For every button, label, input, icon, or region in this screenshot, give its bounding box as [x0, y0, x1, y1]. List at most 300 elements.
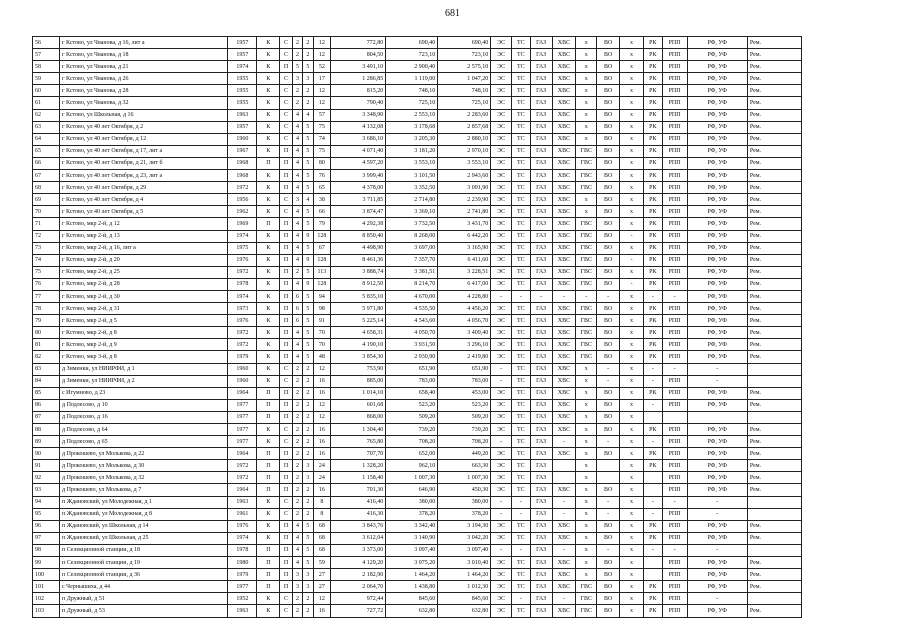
cell-other-service: х — [620, 436, 644, 448]
cell-gas: ГАЗ — [530, 182, 552, 194]
cell-hot-water: х — [576, 508, 597, 520]
cell-apartments: 12 — [313, 363, 331, 375]
cell-cold-water: - — [552, 436, 576, 448]
cell-living-area: 3 097,40 — [386, 544, 438, 556]
cell-row-number: 64 — [33, 133, 60, 145]
cell-sewerage: ВО — [597, 218, 620, 230]
cell-residential-area: 6 417,00 — [438, 278, 491, 290]
cell-living-area: 962,10 — [386, 460, 438, 472]
table-row — [33, 581, 802, 593]
cell-apartments: 75 — [313, 145, 331, 157]
cell-repair-1: РК — [643, 145, 662, 157]
cell-heating: - — [512, 544, 531, 556]
cell-repair-1: - — [643, 508, 662, 520]
cell-electricity: ЭС — [491, 593, 512, 605]
cell-total-area: 3 843,76 — [331, 520, 386, 532]
cell-year-built: 1960 — [228, 133, 257, 145]
cell-gas: ГАЗ — [530, 170, 552, 182]
cell-repair-2: РПП — [662, 37, 687, 49]
cell-row-number: 88 — [33, 424, 60, 436]
table-row — [33, 290, 802, 302]
cell-cold-water: ХВС — [552, 242, 576, 254]
cell-sewerage: ВО — [597, 242, 620, 254]
cell-roof-type: С — [280, 508, 292, 520]
cell-works: РФ, УФ — [687, 49, 747, 61]
cell-entrances: 4 — [292, 339, 302, 351]
cell-entrances: 2 — [292, 363, 302, 375]
cell-repair-2: РПП — [662, 278, 687, 290]
cell-wall-type: П — [257, 557, 280, 569]
cell-address: п Ждановский, ул Молодежная, д 1 — [60, 496, 228, 508]
table-row — [33, 37, 802, 49]
cell-roof-type: П — [280, 520, 292, 532]
cell-repair-2: РПП — [662, 206, 687, 218]
cell-sewerage: ВО — [597, 109, 620, 121]
cell-year-built: 1972 — [228, 266, 257, 278]
cell-note: Рем. — [747, 448, 801, 460]
cell-residential-area: 380,00 — [438, 496, 491, 508]
cell-wall-type: К — [257, 424, 280, 436]
cell-repair-1: - — [643, 436, 662, 448]
cell-living-area: 748,10 — [386, 85, 438, 97]
cell-roof-type: С — [280, 424, 292, 436]
cell-note: Рем. — [747, 436, 801, 448]
cell-heating: - — [512, 496, 531, 508]
cell-heating: ТС — [512, 375, 531, 387]
cell-sewerage: ВО — [597, 73, 620, 85]
cell-heating: ТС — [512, 387, 531, 399]
cell-heating: ТС — [512, 242, 531, 254]
cell-gas: ГАЗ — [530, 157, 552, 169]
cell-apartments: 128 — [313, 254, 331, 266]
cell-cold-water: ХВС — [552, 569, 576, 581]
cell-apartments: 38 — [313, 194, 331, 206]
cell-floors: 2 — [303, 387, 313, 399]
cell-hot-water: ГВС — [576, 605, 597, 617]
cell-cold-water: ХВС — [552, 61, 576, 73]
cell-other-service: х — [620, 109, 644, 121]
cell-apartments: 113 — [313, 266, 331, 278]
cell-entrances: 4 — [292, 182, 302, 194]
cell-hot-water: х — [576, 484, 597, 496]
cell-total-area: 3 612,04 — [331, 532, 386, 544]
cell-gas: ГАЗ — [530, 97, 552, 109]
table-row — [33, 315, 802, 327]
cell-floors: 2 — [303, 85, 313, 97]
cell-repair-2: РПП — [662, 460, 687, 472]
cell-address: г Кстово, ул Чванова, д 32 — [60, 97, 228, 109]
cell-living-area: 3 101,50 — [386, 170, 438, 182]
cell-address: г Кстово, ул Чванова, д 21 — [60, 61, 228, 73]
cell-floors: 2 — [303, 411, 313, 423]
cell-living-area: 4 050,70 — [386, 327, 438, 339]
cell-apartments: 68 — [313, 520, 331, 532]
cell-repair-2: - — [662, 363, 687, 375]
cell-hot-water: ГВС — [576, 278, 597, 290]
cell-floors: 3 — [303, 472, 313, 484]
cell-residential-area: 450,30 — [438, 484, 491, 496]
cell-wall-type: К — [257, 363, 280, 375]
cell-living-area: 1 438,80 — [386, 581, 438, 593]
cell-row-number: 70 — [33, 206, 60, 218]
cell-note: Рем. — [747, 230, 801, 242]
cell-wall-type: К — [257, 206, 280, 218]
cell-roof-type: С — [280, 593, 292, 605]
cell-heating: ТС — [512, 121, 531, 133]
cell-apartments: 52 — [313, 61, 331, 73]
cell-other-service: х — [620, 375, 644, 387]
cell-other-service: х — [620, 145, 644, 157]
cell-works: - — [687, 544, 747, 556]
cell-note: Рем. — [747, 170, 801, 182]
cell-living-area: 3 140,90 — [386, 532, 438, 544]
table-row — [33, 448, 802, 460]
cell-entrances: 4 — [292, 230, 302, 242]
table-row — [33, 508, 802, 520]
cell-repair-1: РК — [643, 85, 662, 97]
cell-repair-2: РПП — [662, 170, 687, 182]
cell-apartments: 57 — [313, 109, 331, 121]
cell-entrances: 2 — [292, 266, 302, 278]
cell-total-area: 1 304,40 — [331, 424, 386, 436]
cell-floors: 9 — [303, 254, 313, 266]
cell-living-area: 2 553,10 — [386, 109, 438, 121]
cell-row-number: 66 — [33, 157, 60, 169]
cell-wall-type: К — [257, 605, 280, 617]
table-row — [33, 266, 802, 278]
cell-gas: ГАЗ — [530, 375, 552, 387]
cell-apartments: 12 — [313, 85, 331, 97]
cell-note: Рем. — [747, 109, 801, 121]
cell-other-service: х — [620, 339, 644, 351]
cell-heating: ТС — [512, 448, 531, 460]
cell-note: Рем. — [747, 303, 801, 315]
cell-living-area: 690,40 — [386, 37, 438, 49]
cell-works: РФ, УФ — [687, 484, 747, 496]
cell-note: Рем. — [747, 133, 801, 145]
cell-heating: ТС — [512, 230, 531, 242]
cell-roof-type: П — [280, 218, 292, 230]
cell-cold-water: ХВС — [552, 411, 576, 423]
cell-repair-2: РПП — [662, 387, 687, 399]
cell-entrances: 4 — [292, 133, 302, 145]
cell-gas: ГАЗ — [530, 605, 552, 617]
cell-electricity: ЭС — [491, 194, 512, 206]
cell-row-number: 65 — [33, 145, 60, 157]
cell-electricity: - — [491, 508, 512, 520]
table-row — [33, 242, 802, 254]
cell-living-area: 845,60 — [386, 593, 438, 605]
cell-roof-type: С — [280, 133, 292, 145]
cell-sewerage: - — [597, 375, 620, 387]
cell-floors: 5 — [303, 339, 313, 351]
cell-works: РФ, УФ — [687, 448, 747, 460]
cell-works: - — [687, 363, 747, 375]
cell-repair-1: - — [643, 544, 662, 556]
cell-works — [687, 411, 747, 423]
cell-electricity: ЭС — [491, 569, 512, 581]
cell-repair-1: РК — [643, 206, 662, 218]
cell-roof-type: С — [280, 206, 292, 218]
cell-hot-water: ГВС — [576, 157, 597, 169]
cell-total-area: 815,20 — [331, 85, 386, 97]
cell-gas: ГАЗ — [530, 363, 552, 375]
cell-row-number: 95 — [33, 508, 60, 520]
cell-note: Рем. — [747, 557, 801, 569]
cell-other-service: х — [620, 85, 644, 97]
cell-roof-type: П — [280, 557, 292, 569]
cell-roof-type: П — [280, 544, 292, 556]
cell-wall-type: К — [257, 133, 280, 145]
cell-row-number: 90 — [33, 448, 60, 460]
cell-sewerage: ВО — [597, 61, 620, 73]
cell-hot-water: х — [576, 363, 597, 375]
cell-repair-2: РПП — [662, 145, 687, 157]
table-row — [33, 49, 802, 61]
cell-total-area: 790,40 — [331, 97, 386, 109]
cell-wall-type: К — [257, 230, 280, 242]
cell-roof-type: П — [280, 278, 292, 290]
cell-total-area: 868,00 — [331, 411, 386, 423]
cell-total-area: 972,44 — [331, 593, 386, 605]
cell-repair-1: РК — [643, 170, 662, 182]
cell-sewerage: ВО — [597, 520, 620, 532]
cell-roof-type: С — [280, 496, 292, 508]
cell-address: г Кстово, мкр 3-й, д 8 — [60, 351, 228, 363]
cell-total-area: 1 286,85 — [331, 73, 386, 85]
table-row — [33, 569, 802, 581]
cell-floors: 2 — [303, 448, 313, 460]
cell-repair-2: РПП — [662, 532, 687, 544]
cell-note — [747, 544, 801, 556]
cell-roof-type: П — [280, 145, 292, 157]
cell-hot-water: ГВС — [576, 581, 597, 593]
cell-hot-water: х — [576, 424, 597, 436]
cell-residential-area: 723,10 — [438, 49, 491, 61]
cell-repair-1: РК — [643, 61, 662, 73]
cell-entrances: 2 — [292, 460, 302, 472]
cell-residential-area: 1 047,20 — [438, 73, 491, 85]
cell-sewerage: ВО — [597, 327, 620, 339]
cell-row-number: 67 — [33, 170, 60, 182]
cell-total-area: 3 711,85 — [331, 194, 386, 206]
cell-hot-water: ГВС — [576, 254, 597, 266]
cell-sewerage: - — [597, 508, 620, 520]
cell-note: Рем. — [747, 157, 801, 169]
cell-note: Рем. — [747, 315, 801, 327]
cell-living-area: 3 075,20 — [386, 557, 438, 569]
cell-repair-2: РПП — [662, 73, 687, 85]
table-row — [33, 363, 802, 375]
cell-sewerage: ВО — [597, 182, 620, 194]
cell-residential-area: 663,30 — [438, 460, 491, 472]
cell-apartments: 12 — [313, 97, 331, 109]
cell-wall-type: К — [257, 145, 280, 157]
cell-wall-type: К — [257, 593, 280, 605]
cell-apartments: 68 — [313, 532, 331, 544]
cell-electricity: - — [491, 363, 512, 375]
cell-roof-type: П — [280, 266, 292, 278]
cell-address: д Подлесово, д 10 — [60, 399, 228, 411]
cell-roof-type: С — [280, 363, 292, 375]
cell-heating: ТС — [512, 85, 531, 97]
cell-sewerage: - — [597, 363, 620, 375]
cell-works: РФ, УФ — [687, 85, 747, 97]
cell-note: Рем. — [747, 61, 801, 73]
cell-total-area: 8 461,36 — [331, 254, 386, 266]
cell-repair-2: РПП — [662, 472, 687, 484]
cell-repair-2: РПП — [662, 508, 687, 520]
cell-electricity: ЭС — [491, 157, 512, 169]
cell-cold-water: ХВС — [552, 520, 576, 532]
cell-residential-area: 708,20 — [438, 436, 491, 448]
cell-address: г Кстово, мкр 2-й, д 5 — [60, 315, 228, 327]
cell-year-built: 1960 — [228, 375, 257, 387]
cell-repair-1: РК — [643, 121, 662, 133]
cell-repair-2: РПП — [662, 581, 687, 593]
cell-hot-water: ГВС — [576, 339, 597, 351]
cell-floors: 5 — [303, 532, 313, 544]
cell-gas: ГАЗ — [530, 61, 552, 73]
cell-cold-water: ХВС — [552, 121, 576, 133]
cell-works: РФ, УФ — [687, 230, 747, 242]
cell-electricity: ЭС — [491, 351, 512, 363]
cell-living-area: 1 464,20 — [386, 569, 438, 581]
cell-total-area: 1 158,40 — [331, 472, 386, 484]
cell-living-area: 3 553,10 — [386, 157, 438, 169]
cell-repair-2: РПП — [662, 484, 687, 496]
cell-living-area: 8 268,00 — [386, 230, 438, 242]
cell-electricity: ЭС — [491, 448, 512, 460]
cell-repair-1: РК — [643, 218, 662, 230]
cell-repair-2: РПП — [662, 230, 687, 242]
cell-other-service: х — [620, 363, 644, 375]
cell-works: РФ, УФ — [687, 61, 747, 73]
cell-roof-type: С — [280, 85, 292, 97]
cell-other-service: х — [620, 206, 644, 218]
cell-floors: 3 — [303, 460, 313, 472]
cell-note — [747, 411, 801, 423]
table-row — [33, 436, 802, 448]
cell-electricity: ЭС — [491, 97, 512, 109]
cell-entrances: 2 — [292, 37, 302, 49]
cell-repair-1: РК — [643, 266, 662, 278]
cell-gas: ГАЗ — [530, 145, 552, 157]
table-row — [33, 411, 802, 423]
cell-cold-water: ХВС — [552, 230, 576, 242]
cell-works: РФ, УФ — [687, 109, 747, 121]
cell-cold-water: - — [552, 508, 576, 520]
cell-row-number: 82 — [33, 351, 60, 363]
cell-heating: ТС — [512, 145, 531, 157]
cell-entrances: 3 — [292, 73, 302, 85]
cell-note: Рем. — [747, 97, 801, 109]
cell-heating: ТС — [512, 266, 531, 278]
cell-row-number: 63 — [33, 121, 60, 133]
cell-hot-water: х — [576, 37, 597, 49]
cell-residential-area: 378,20 — [438, 508, 491, 520]
cell-apartments: 128 — [313, 230, 331, 242]
cell-apartments: 59 — [313, 557, 331, 569]
cell-repair-1: РК — [643, 157, 662, 169]
cell-sewerage: - — [597, 436, 620, 448]
cell-sewerage: ВО — [597, 351, 620, 363]
cell-floors: 3 — [303, 73, 313, 85]
cell-hot-water: х — [576, 472, 597, 484]
cell-row-number: 57 — [33, 49, 60, 61]
cell-address: г Кстово, мкр 2-й, д 8 — [60, 327, 228, 339]
cell-works: - — [687, 593, 747, 605]
cell-cold-water — [552, 472, 576, 484]
cell-other-service: х — [620, 544, 644, 556]
cell-wall-type: К — [257, 375, 280, 387]
cell-gas: ГАЗ — [530, 109, 552, 121]
cell-repair-2: РПП — [662, 351, 687, 363]
cell-living-area: 708,20 — [386, 436, 438, 448]
cell-heating: ТС — [512, 532, 531, 544]
cell-hot-water: х — [576, 61, 597, 73]
cell-floors: 9 — [303, 278, 313, 290]
cell-cold-water: ХВС — [552, 424, 576, 436]
cell-wall-type: К — [257, 85, 280, 97]
cell-year-built: 1960 — [228, 363, 257, 375]
cell-entrances: 4 — [292, 121, 302, 133]
cell-roof-type: С — [280, 375, 292, 387]
cell-electricity: ЭС — [491, 339, 512, 351]
cell-entrances: 4 — [292, 206, 302, 218]
cell-total-area: 804,50 — [331, 49, 386, 61]
cell-floors: 5 — [303, 206, 313, 218]
cell-hot-water: х — [576, 399, 597, 411]
cell-wall-type: К — [257, 266, 280, 278]
cell-gas: ГАЗ — [530, 436, 552, 448]
cell-other-service: х — [620, 61, 644, 73]
cell-residential-area: 2 419,80 — [438, 351, 491, 363]
cell-roof-type: П — [280, 339, 292, 351]
cell-electricity: ЭС — [491, 532, 512, 544]
cell-note: Рем. — [747, 49, 801, 61]
cell-total-area: 885,00 — [331, 375, 386, 387]
cell-cold-water: ХВС — [552, 254, 576, 266]
cell-year-built: 1979 — [228, 569, 257, 581]
cell-year-built: 1957 — [228, 37, 257, 49]
cell-year-built: 1968 — [228, 170, 257, 182]
cell-sewerage: ВО — [597, 484, 620, 496]
table-row — [33, 170, 802, 182]
cell-wall-type: К — [257, 520, 280, 532]
cell-repair-1: РК — [643, 194, 662, 206]
cell-residential-area: 651,90 — [438, 363, 491, 375]
cell-living-area: 651,90 — [386, 363, 438, 375]
cell-hot-water: ГВС — [576, 303, 597, 315]
cell-repair-1 — [643, 557, 662, 569]
cell-residential-area: 1 464,20 — [438, 569, 491, 581]
cell-year-built: 1963 — [228, 605, 257, 617]
cell-heating: ТС — [512, 170, 531, 182]
cell-other-service: х — [620, 593, 644, 605]
cell-heating: ТС — [512, 472, 531, 484]
cell-floors: 5 — [303, 218, 313, 230]
cell-sewerage: ВО — [597, 37, 620, 49]
cell-residential-area: 690,40 — [438, 37, 491, 49]
cell-entrances: 2 — [292, 436, 302, 448]
cell-other-service: х — [620, 411, 644, 423]
cell-total-area: 701,30 — [331, 484, 386, 496]
cell-year-built: 1961 — [228, 508, 257, 520]
cell-year-built: 1974 — [228, 61, 257, 73]
cell-hot-water: х — [576, 121, 597, 133]
cell-year-built: 1977 — [228, 411, 257, 423]
